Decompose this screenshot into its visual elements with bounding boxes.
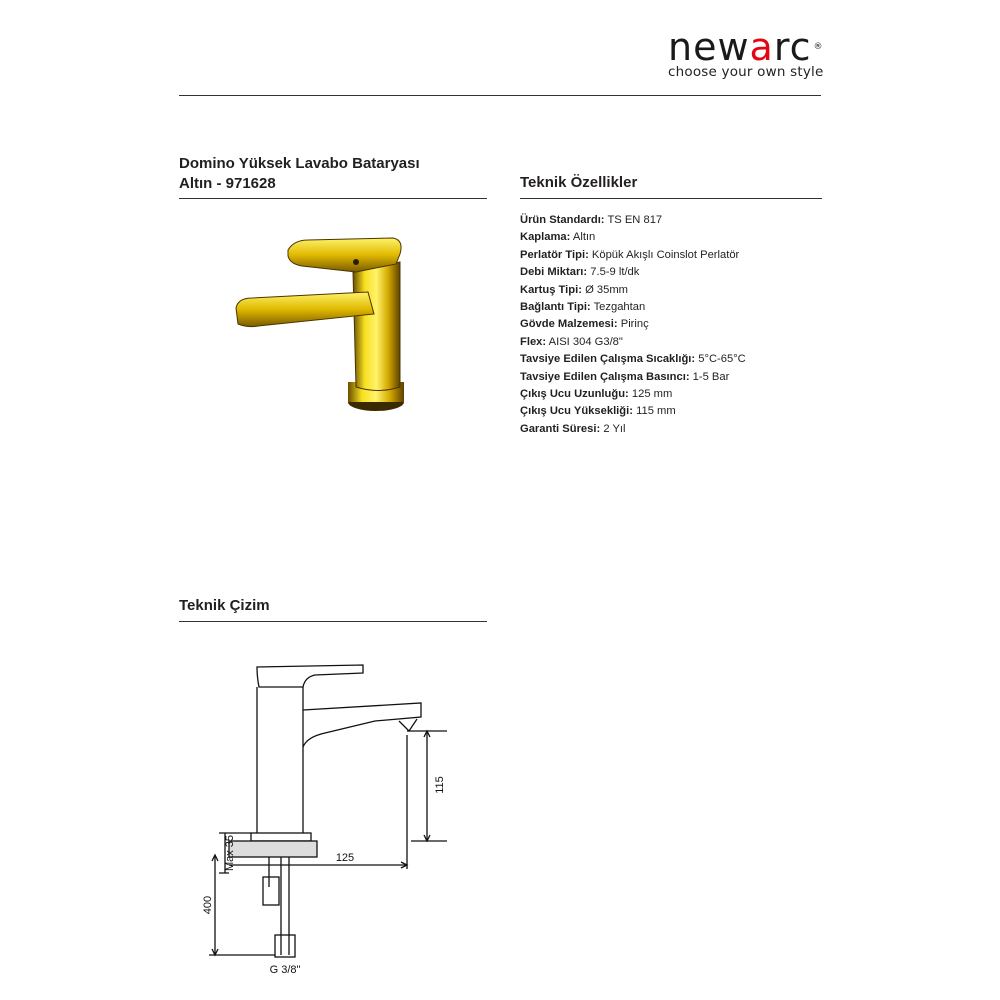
drawing-base-plate [251, 833, 311, 841]
spec-row: Garanti Süresi: 2 Yıl [520, 422, 626, 435]
specs-list [520, 212, 746, 438]
dim-flex-label: 400 [202, 895, 214, 915]
product-title [179, 154, 420, 194]
drawing-counter-section [229, 841, 317, 857]
technical-drawing [195, 655, 455, 975]
product-title-line2: Altın - 971628 [179, 175, 276, 192]
spec-row: Tavsiye Edilen Çalışma Basıncı: 1-5 Bar [520, 370, 730, 383]
faucet-body [353, 262, 400, 391]
spec-row: Kartuş Tipi: Ø 35mm [520, 283, 628, 296]
brand-name-part1: new [668, 25, 750, 69]
brand-tagline: choose your own style [668, 64, 824, 80]
drawing-heading: Teknik Çizim [179, 597, 270, 614]
brand-logo [668, 25, 824, 80]
faucet-product-image [228, 232, 418, 417]
registered-mark: ® [813, 42, 824, 52]
drawing-connector [275, 935, 295, 957]
product-title-line1: Domino Yüksek Lavabo Bataryası [179, 155, 420, 172]
spec-row: Tavsiye Edilen Çalışma Sıcaklığı: 5°C-65°C [520, 353, 746, 366]
spec-row: Flex: AISI 304 G3/8" [520, 335, 623, 348]
brand-name-part2: rc [773, 25, 812, 69]
spec-row: Kaplama: Altın [520, 231, 596, 244]
spec-row: Çıkış Ucu Uzunluğu: 125 mm [520, 388, 673, 401]
dim-height-label: 115 [434, 776, 446, 794]
faucet-indicator [353, 259, 359, 265]
drawing-body [257, 687, 303, 833]
spec-row: Perlatör Tipi: Köpük Akışlı Coinslot Perlatör [520, 248, 740, 261]
drawing-aerator [399, 719, 417, 731]
brand-name-accent: a [749, 25, 774, 69]
spec-row: Çıkış Ucu Yüksekliği: 115 mm [520, 405, 676, 418]
spec-row: Debi Miktarı: 7.5-9 lt/dk [520, 266, 640, 279]
drawing-flex-hose [269, 857, 289, 955]
dim-thread-label: G 3/8" [269, 964, 301, 975]
spec-row: Ürün Standardı: TS EN 817 [520, 214, 663, 226]
spec-row: Gövde Malzemesi: Pirinç [520, 318, 649, 331]
drawing-handle [257, 665, 363, 687]
drawing-divider [179, 621, 487, 622]
brand-wordmark [668, 25, 824, 69]
specs-divider [520, 198, 822, 199]
specs-heading: Teknik Özellikler [520, 174, 638, 191]
dim-length-label: 125 [335, 852, 355, 864]
header-divider [179, 95, 821, 96]
drawing-nut [263, 877, 279, 905]
faucet-spout [236, 292, 374, 327]
spec-row: Bağlantı Tipi: Tezgahtan [520, 301, 646, 314]
dim-max-label: Max 35 [224, 834, 236, 872]
product-divider [179, 198, 487, 199]
